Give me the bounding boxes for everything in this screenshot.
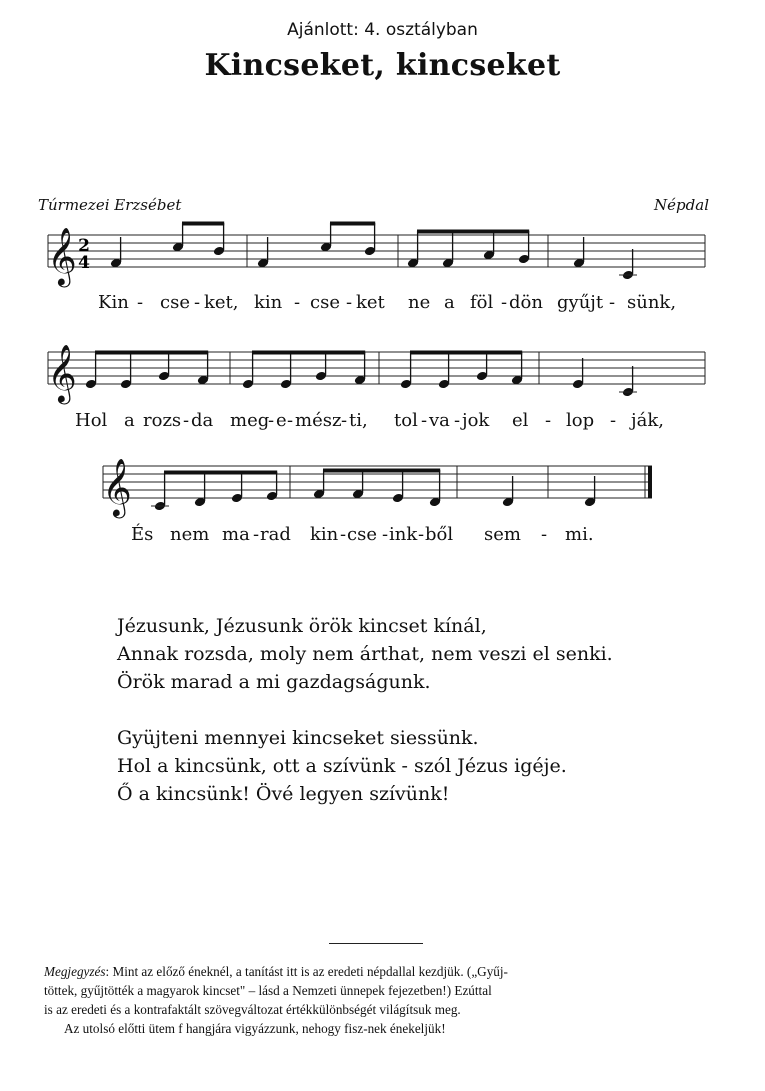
lyric-syllable: sünk, (627, 292, 677, 313)
note-beam (164, 471, 277, 475)
lyric-syllable: ink (389, 524, 418, 545)
lyric-syllable: mi. (565, 524, 594, 545)
lyric-hyphen: - (501, 292, 508, 313)
lyric-syllable: va (429, 410, 450, 431)
lyric-syllable: sem (484, 524, 521, 545)
lyric-syllable: a (444, 292, 455, 313)
origin-credit: Népdal (654, 196, 709, 214)
footnote-line: Az utolsó előtti ütem f hangjára vigyázzunk, nehogy fisz-nek énekeljük! (64, 1021, 446, 1036)
lyric-syllable: gyűjt (557, 292, 604, 313)
lyric-hyphen: - (183, 410, 190, 431)
note-beam (330, 222, 375, 226)
footnote-label: Megjegyzés (44, 964, 106, 979)
lyric-hyphen: - (137, 292, 144, 313)
lyric-syllable: lop (566, 410, 595, 431)
verse-line: Ő a kincsünk! Övé legyen szívünk! (117, 783, 450, 805)
lyric-hyphen: - (194, 292, 201, 313)
verse-line: Annak rozsda, moly nem árthat, nem veszi el senki. (117, 643, 613, 665)
lyric-syllable: nem (170, 524, 210, 545)
note-beam (95, 351, 208, 355)
lyric-hyphen: - (421, 410, 428, 431)
lyric-syllable: ből (425, 524, 454, 545)
note-beam (417, 230, 529, 234)
final-barline-thick (648, 466, 652, 498)
verse-line: Jézusunk, Jézusunk örök kincset kínál, (117, 615, 487, 637)
lyric-syllable: e (276, 410, 287, 431)
note-beam (182, 222, 224, 226)
footnote-text: : Mint az előző éneknél, a tanítást itt is az eredeti népdallal kezdjük. („Gyűj- (105, 964, 508, 979)
lyric-hyphen: - (253, 524, 260, 545)
lyric-syllable: ják, (631, 410, 664, 431)
verse-line: Hol a kincsünk, ott a szívünk - szól Jézus igéje. (117, 755, 567, 777)
footnote-line (44, 962, 734, 981)
time-signature-top: 2 (78, 236, 90, 256)
lyric-syllable: jok (462, 410, 490, 431)
verse-line: Gyüjteni mennyei kincseket siessünk. (117, 727, 479, 749)
lyric-syllable: dön (509, 292, 543, 313)
lyric-hyphen: - (418, 524, 425, 545)
lyric-hyphen: - (294, 292, 301, 313)
note-beam (323, 469, 440, 473)
lyric-syllable: cse (347, 524, 377, 545)
lyric-syllable: ket (356, 292, 385, 313)
footnote-line: is az eredeti és a kontrafaktált szövegváltozat értékkülönbségét világítsuk meg. (44, 1002, 461, 1017)
lyric-hyphen: - (340, 524, 347, 545)
treble-clef-icon: 𝄞 (47, 227, 77, 285)
treble-clef-icon: 𝄞 (102, 458, 132, 516)
footnote-line: töttek, gyűjtötték a magyarok kincset" – lásd a Nemzeti ünnepek fejezetben!) Ezúttal (44, 983, 492, 998)
treble-clef-icon: 𝄞 (47, 344, 77, 402)
verses-block (117, 612, 613, 808)
recommendation-text: Ajánlott: 4. osztályban (287, 20, 478, 40)
lyric-syllable: el (512, 410, 529, 431)
lyric-hyphen: - (287, 410, 294, 431)
lyric-hyphen: - (382, 524, 389, 545)
lyric-syllable: ma (222, 524, 250, 545)
lyric-hyphen: - (454, 410, 461, 431)
lyric-syllable: kin (254, 292, 283, 313)
lyric-syllable: a (124, 410, 135, 431)
lyric-hyphen: - (541, 524, 548, 545)
note-beam (410, 351, 522, 355)
lyric-hyphen: - (268, 410, 275, 431)
lyric-syllable: ne (408, 292, 431, 313)
lyric-syllable: föl (470, 292, 494, 313)
score-layer (47, 222, 705, 520)
song-title: Kincseket, kincseket (204, 48, 561, 83)
lyric-hyphen: - (341, 410, 348, 431)
lyricist-credit: Túrmezei Erzsébet (38, 196, 182, 214)
note-beam (252, 351, 365, 355)
lyric-syllable: mész (295, 410, 342, 431)
lyric-syllable: cse (310, 292, 340, 313)
lyric-syllable: Hol (75, 410, 108, 431)
lyric-hyphen: - (610, 410, 617, 431)
lyric-syllable: cse (160, 292, 190, 313)
footnote (44, 962, 734, 1038)
lyric-hyphen: - (346, 292, 353, 313)
lyric-syllable: ti, (349, 410, 368, 431)
verse-line: Örök marad a mi gazdagságunk. (117, 671, 431, 693)
lyric-syllable: meg (230, 410, 270, 431)
lyric-syllable: ket, (204, 292, 239, 313)
lyric-syllable: És (131, 524, 154, 545)
separator-rule (329, 943, 423, 944)
lyric-syllable: Kin (98, 292, 129, 313)
lyric-hyphen: - (545, 410, 552, 431)
lyric-syllable: rad (260, 524, 291, 545)
time-signature-bottom: 4 (78, 253, 90, 273)
lyric-syllable: tol (394, 410, 418, 431)
lyric-syllable: kin (310, 524, 339, 545)
lyric-hyphen: - (609, 292, 616, 313)
lyric-syllable: rozs (143, 410, 182, 431)
lyric-syllable: da (191, 410, 214, 431)
